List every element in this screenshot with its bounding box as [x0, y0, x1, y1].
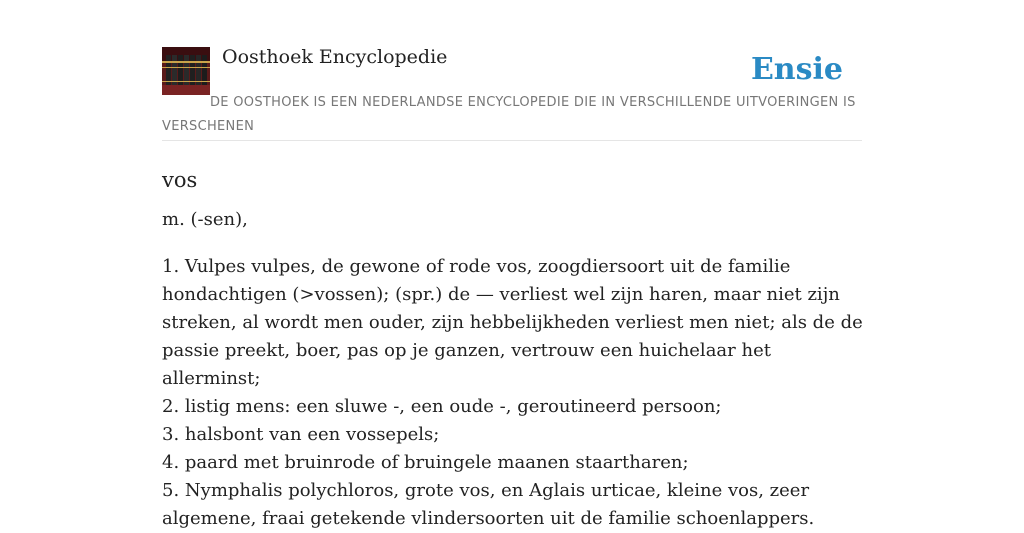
site-title[interactable]: Oosthoek Encyclopedie — [222, 46, 448, 68]
encyclopedia-avatar-icon[interactable] — [162, 47, 210, 95]
sense-item: 1. Vulpes vulpes, de gewone of rode vos, zoogdiersoort uit de familie hondachtigen (>vossen); (spr.) de — verliest wel zijn haren, maar niet zijn streken, al wordt men ouder, zijn hebbelijkheden verliest men niet; als de de passie preekt, boer, pas op je ganzen, vertrouw een huichelaar het allerminst; — [162, 256, 863, 389]
site-tagline — [162, 91, 862, 139]
sense-item: 2. listig mens: een sluwe -, een oude -, geroutineerd persoon; — [162, 396, 722, 417]
entry-grammar: m. (-sen), — [162, 209, 248, 230]
brand-logo[interactable]: Ensie — [750, 52, 843, 87]
entry-headword: vos — [162, 168, 198, 192]
entry-senses — [162, 253, 867, 533]
sense-item: 5. Nymphalis polychloros, grote vos, en Aglais urticae, kleine vos, zeer algemene, fraai getekende vlindersoorten uit de familie schoenlappers. — [162, 480, 815, 529]
entry-content — [162, 160, 867, 533]
tagline-text: DE OOSTHOEK IS EEN NEDERLANDSE ENCYCLOPEDIE DIE IN VERSCHILLENDE UITVOERINGEN IS VERSCHENEN — [162, 95, 856, 134]
sense-item: 3. halsbont van een vossepels; — [162, 424, 440, 445]
sense-item: 4. paard met bruinrode of bruingele maanen staartharen; — [162, 452, 689, 473]
site-header — [162, 40, 862, 141]
